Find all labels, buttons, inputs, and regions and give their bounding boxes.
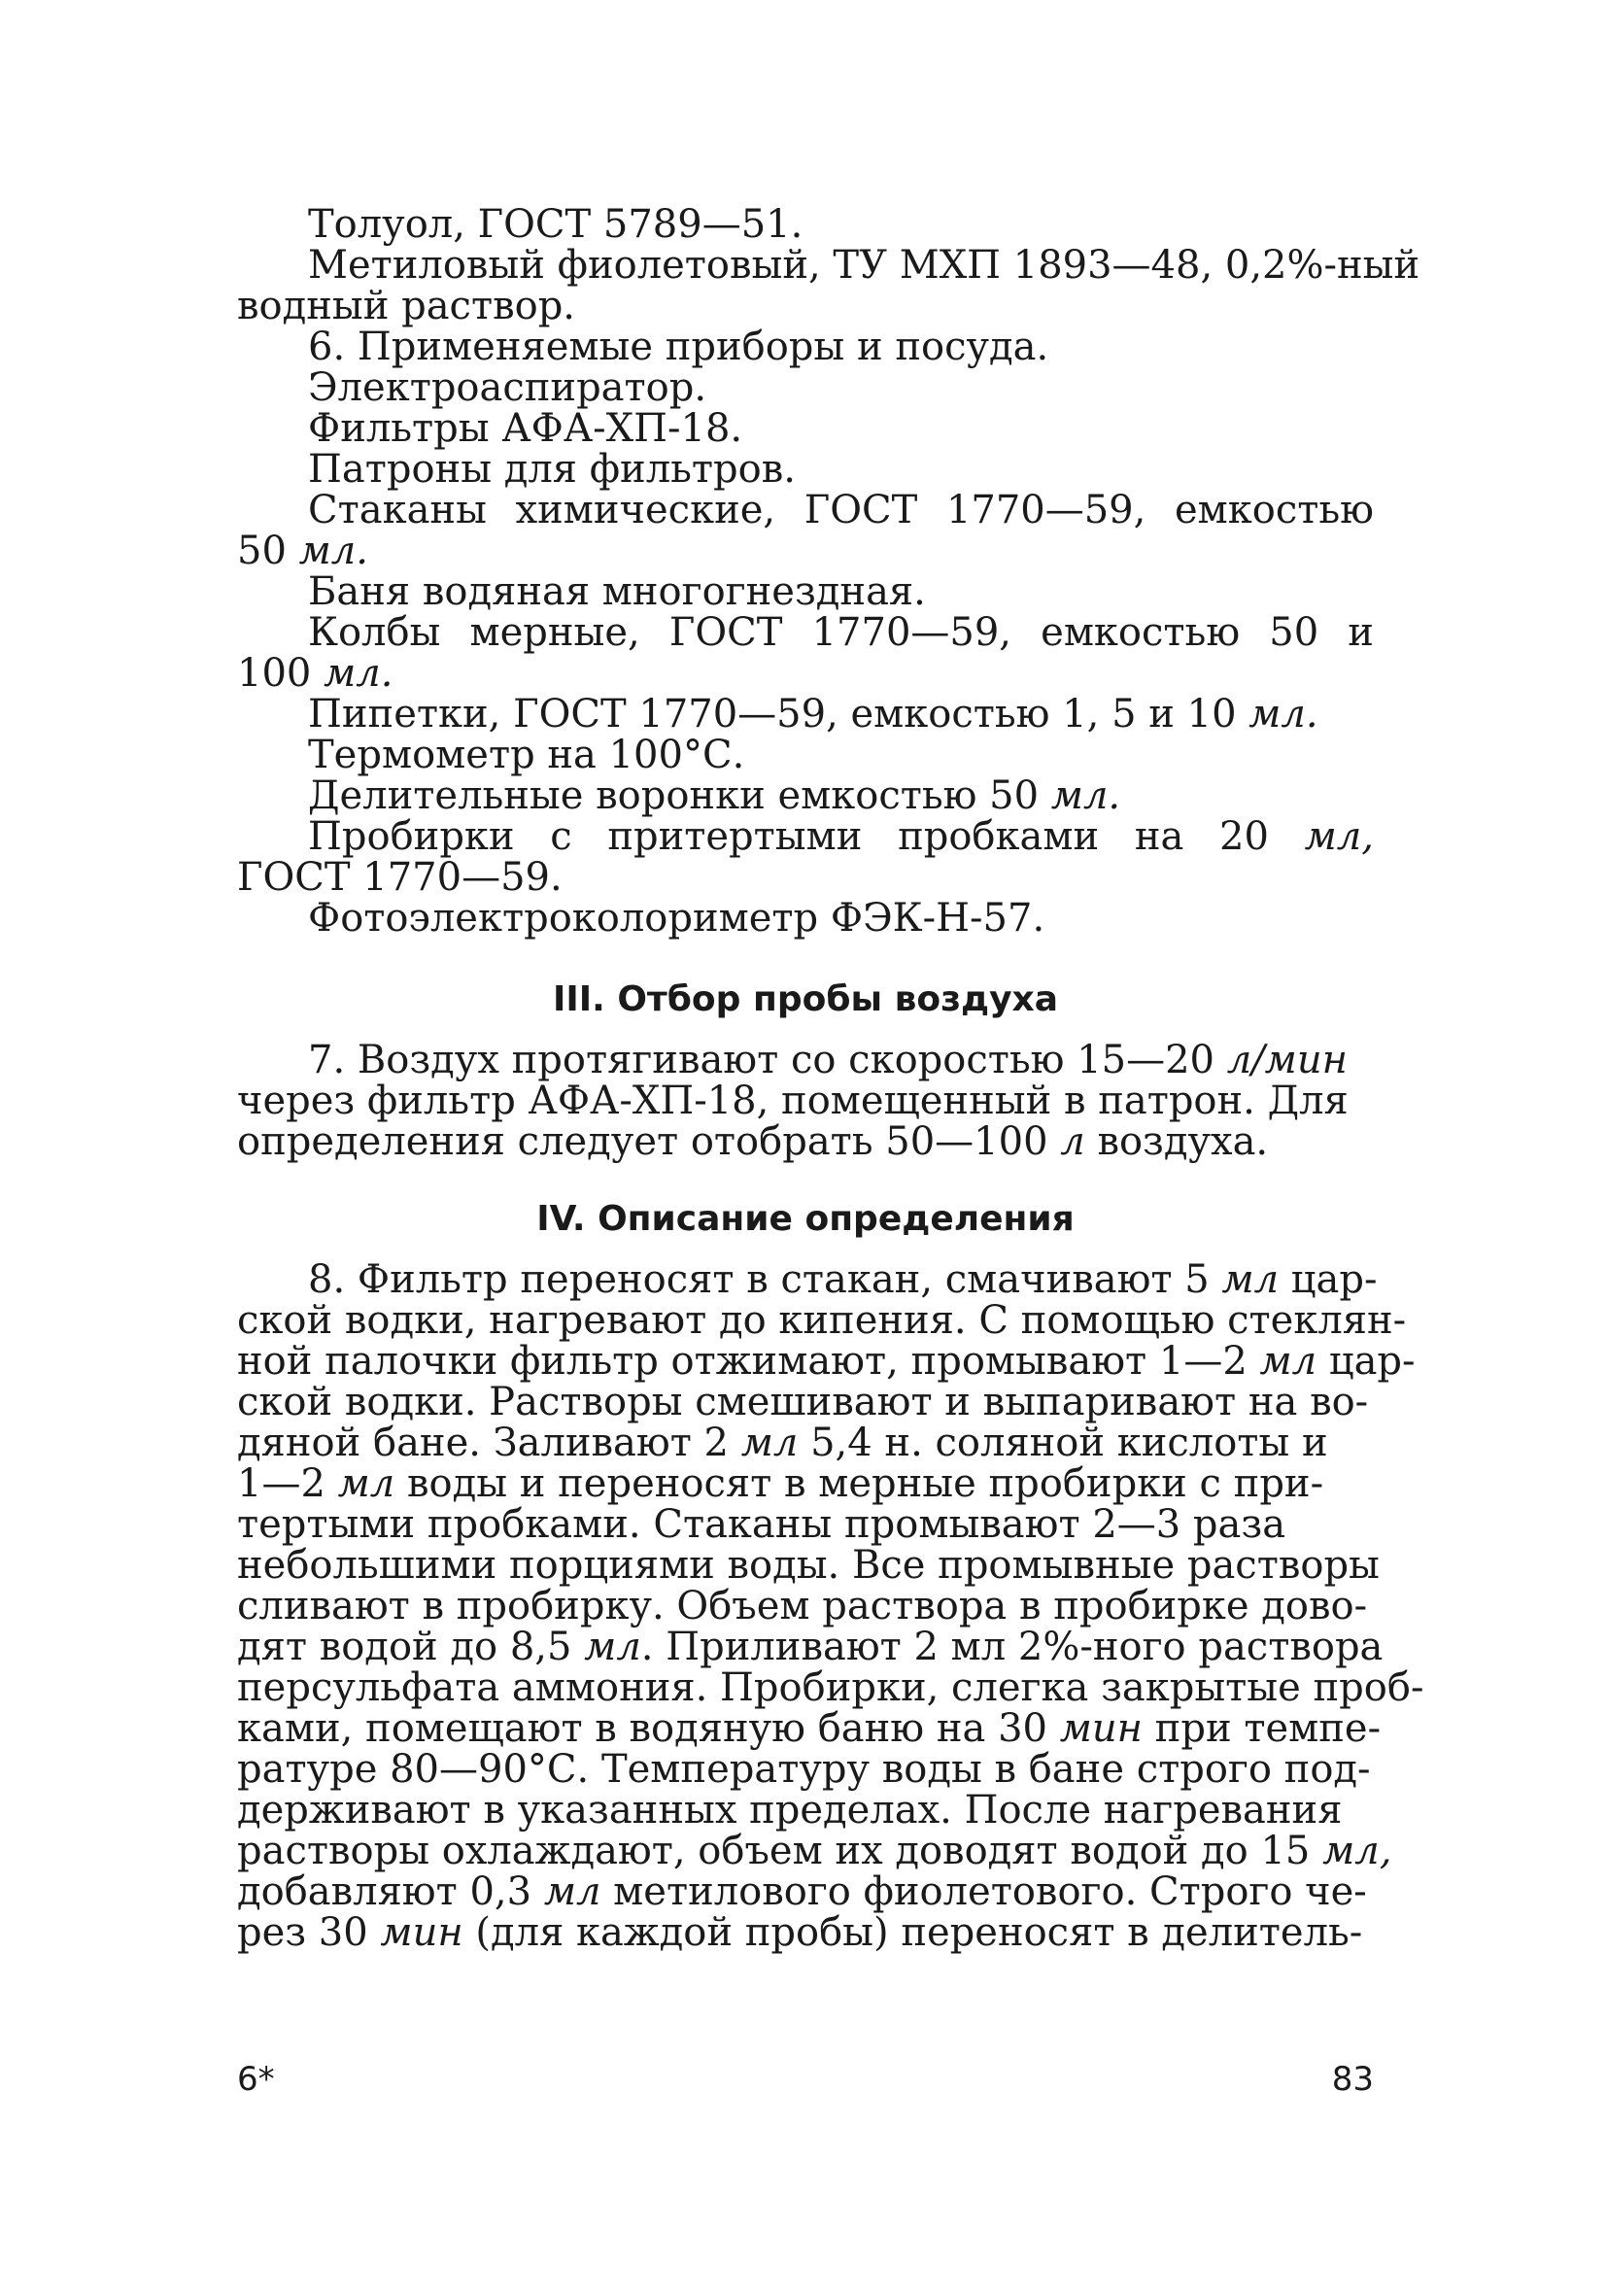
paragraph-line: ской водки. Растворы смешивают и выпаривают на во- (237, 1380, 1369, 1424)
paragraph-line: небольшими порциями воды. Все промывные растворы (237, 1543, 1380, 1588)
signature-mark: 6* (237, 2060, 275, 2099)
list-item: Стаканы химические, ГОСТ 1770—59, емкостью (308, 488, 1374, 532)
list-item: Фотоэлектроколориметр ФЭК-Н-57. (308, 896, 1045, 941)
paragraph-line: сливают в пробирку. Объем раствора в пробирке дово- (237, 1584, 1368, 1628)
paragraph-line: добавляют 0,3 мл метилового фиолетового. Строго че- (237, 1869, 1367, 1914)
paragraph-line: 1—2 мл воды и переносят в мерные пробирки с при- (237, 1461, 1324, 1506)
page-footer (237, 2060, 1374, 2099)
list-item: Термометр на 100°С. (308, 733, 745, 777)
list-item: Пипетки, ГОСТ 1770—59, емкостью 1, 5 и 10 мл. (308, 692, 1318, 737)
list-item: Толуол, ГОСТ 5789—51. (308, 202, 804, 247)
paragraph-line: определения следует отобрать 50—100 л воздуха. (237, 1119, 1269, 1164)
paragraph-line: ской водки, нагревают до кипения. С помощью стеклян- (237, 1298, 1407, 1343)
paragraph-line: персульфата аммония. Пробирки, слегка закрытые проб- (237, 1665, 1424, 1710)
list-item: Колбы мерные, ГОСТ 1770—59, емкостью 50 и (308, 610, 1374, 655)
paragraph-line: ками, помещают в водяную баню на 30 мин при темпе- (237, 1706, 1382, 1751)
list-item-continuation: 100 мл. (237, 651, 393, 696)
paragraph-line: 8. Фильтр переносят в стакан, смачивают 5 мл цар- (308, 1257, 1378, 1302)
list-item: Баня водяная многогнездная. (308, 569, 926, 614)
paragraph-line: держивают в указанных пределах. После нагревания (237, 1788, 1343, 1833)
paragraph-body (237, 1257, 1424, 1955)
paragraph-line: рез 30 мин (для каждой пробы) переносят в делитель- (237, 1910, 1363, 1955)
list-item: Электроаспиратор. (308, 365, 707, 410)
section-heading: IV. Описание определения (536, 1199, 1075, 1239)
paragraph-line: дяной бане. Заливают 2 мл 5,4 н. соляной кислоты и (237, 1421, 1328, 1465)
page-number: 83 (1331, 2060, 1374, 2099)
list-item: Метиловый фиолетовый, ТУ МХП 1893—48, 0,2%-ный (308, 243, 1420, 288)
list-item-continuation: 50 мл. (237, 529, 368, 573)
paragraph-line: через фильтр АФА-ХП-18, помещенный в патрон. Для (237, 1079, 1349, 1123)
list-item: Делительные воронки емкостью 50 мл. (308, 773, 1121, 818)
subsection-heading: 6. Применяемые приборы и посуда. (308, 325, 1049, 369)
paragraph-line: ной палочки фильтр отжимают, промывают 1—2 мл цар- (237, 1339, 1416, 1384)
list-item: Фильтры АФА-ХП-18. (308, 406, 743, 451)
paragraph-line: растворы охлаждают, объем их доводят водой до 15 мл, (237, 1829, 1392, 1873)
paragraph-line: тертыми пробками. Стаканы промывают 2—3 раза (237, 1502, 1286, 1547)
paragraph-line: 7. Воздух протягивают со скоростью 15—20 л/мин (308, 1038, 1348, 1082)
section-heading: III. Отбор пробы воздуха (552, 979, 1059, 1019)
list-item: Патроны для фильтров. (308, 447, 796, 492)
list-item-continuation: водный раствор. (237, 284, 576, 328)
paragraph-line: дят водой до 8,5 мл. Приливают 2 мл 2%-ного раствора (237, 1625, 1384, 1669)
list-item-continuation: ГОСТ 1770—59. (237, 855, 563, 900)
list-item: Пробирки с притертыми пробками на 20 мл, (308, 814, 1374, 859)
paragraph-line: ратуре 80—90°С. Температуру воды в бане строго под- (237, 1747, 1371, 1792)
document-page (237, 202, 1424, 1955)
